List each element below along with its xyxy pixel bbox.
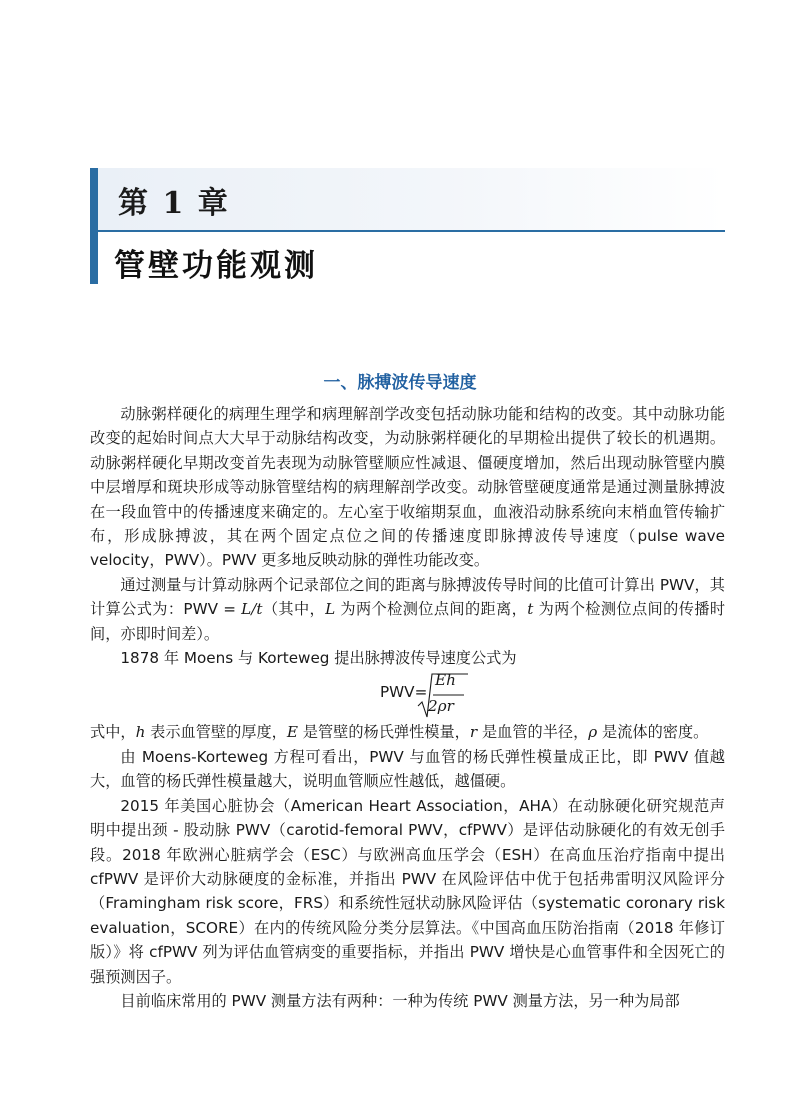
pwv-simple-formula: L/t — [241, 600, 263, 619]
symbol-r: r — [469, 723, 478, 742]
chapter-divider — [98, 230, 725, 232]
body-text — [90, 402, 725, 1013]
paragraph-4-text-c: 是管壁的杨氏弹性模量， — [297, 723, 470, 742]
formula-denominator: 2ρr — [428, 697, 454, 716]
chapter-number-band — [98, 168, 725, 230]
paragraph-6: 2015 年美国心脏协会（American Heart Association，AHA）在动脉硬化研究规范声明中提出颈 - 股动脉 PWV（carotid-femoral PWV，cfPWV）是评估动脉硬化的有效无创手段。2018 年欧洲心脏病学会（ESC）与欧洲高血压学会（ESH）在高血压治疗指南中提出 cfPWV 是评价大动脉硬度的金标准，并指出 PWV 在风险评估中优于包括弗雷明汉风险评分（Framingham risk score，FRS）和系统性冠状动脉风险评估（systematic coronary risk evaluation，SCORE）在内的传统风险分类分层算法。《中国高血压防治指南（2018 年修订版）》将 cfPWV 列为评估血管病变的重要指标，并指出 PWV 增快是心血管事件和全因死亡的强预测因子。 — [90, 796, 725, 986]
formula-lhs: PWV= — [380, 683, 428, 702]
chapter-accent-bar — [90, 168, 98, 284]
symbol-E: E — [286, 723, 298, 742]
paragraph-4-text-d: 是血管的半径， — [477, 723, 589, 742]
formula-numerator: Eh — [435, 671, 456, 690]
symbol-rho: ρ — [588, 723, 598, 742]
formula-radical-and-fraction-bar — [90, 670, 730, 720]
paragraph-2-text-c: 为两个检测位点间的距离， — [335, 600, 528, 619]
paragraph-4-text-e: 是流体的密度。 — [597, 723, 709, 742]
chapter-number: 第 1 章 — [118, 186, 230, 221]
paragraph-3: 1878 年 Moens 与 Korteweg 提出脉搏波传导速度公式为 — [120, 649, 517, 668]
chapter-header — [90, 168, 725, 286]
paragraph-1: 动脉粥样硬化的病理生理学和病理解剖学改变包括动脉功能和结构的改变。其中动脉功能改变的起始时间点大大早于动脉结构改变，为动脉粥样硬化的早期检出提供了较长的机遇期。动脉粥样硬化早期改变首先表现为动脉管壁顺应性减退、僵硬度增加，然后出现动脉管壁内膜中层增厚和斑块形成等动脉管壁结构的病理解剖学改变。动脉管壁硬度通常是通过测量脉搏波在一段血管中的传播速度来确定的。左心室于收缩期泵血，血液沿动脉系统向末梢血管传输扩布，形成脉搏波，其在两个固定点位之间的传播速度即脉搏波传导速度（pulse wave velocity，PWV）。PWV 更多地反映动脉的弹性功能改变。 — [90, 405, 725, 570]
paragraph-7: 目前临床常用的 PWV 测量方法有两种：一种为传统 PWV 测量方法，另一种为局部 — [120, 991, 680, 1010]
symbol-L: L — [325, 600, 336, 619]
moens-korteweg-formula — [90, 670, 725, 720]
paragraph-4-text-a: 式中， — [90, 723, 136, 742]
paragraph-2-text-a: 通过测量与计算动脉两个记录部位之间的距离与脉搏波传导时间的比值可计算出 PWV，其计算公式为：PWV = — [90, 575, 725, 619]
paragraph-2 — [90, 573, 725, 646]
paragraph-5: 由 Moens-Korteweg 方程可看出，PWV 与血管的杨氏弹性模量成正比，即 PWV 值越大，血管的杨氏弹性模量越大，说明血管顺应性越低，越僵硬。 — [90, 747, 725, 791]
paragraph-2-text-b: （其中， — [262, 600, 326, 619]
paragraph-4-text-b: 表示血管壁的厚度， — [145, 723, 287, 742]
chapter-title: 管壁功能观测 — [114, 248, 318, 284]
symbol-h: h — [135, 723, 146, 742]
paragraph-4 — [90, 720, 725, 744]
section-heading: 一、脉搏波传导速度 — [323, 373, 477, 393]
paragraph-2-text-d: 为两个检测位点间的传播时间，亦即时间差）。 — [90, 600, 726, 643]
symbol-t: t — [527, 600, 534, 619]
